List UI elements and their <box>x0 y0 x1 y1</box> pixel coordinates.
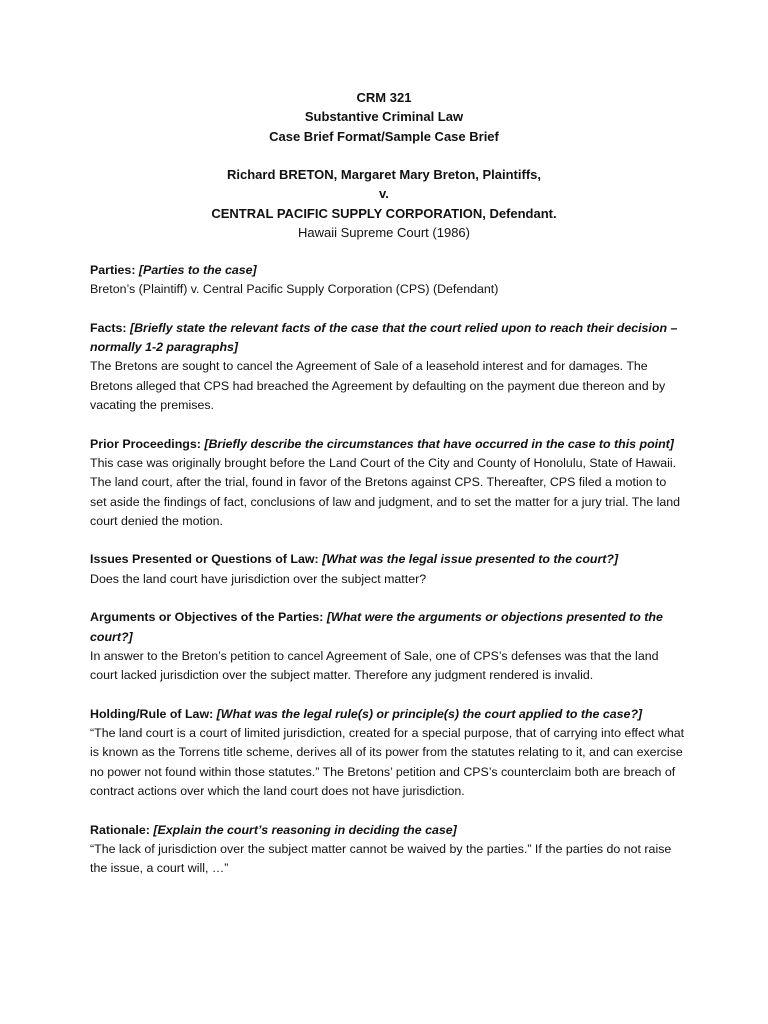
section-prompt: [Briefly state the relevant facts of the case that the court relied upon to reach their decision – normally 1-2 paragraphs] <box>90 320 678 355</box>
section-heading-line <box>90 705 686 724</box>
section-text: The Bretons are sought to cancel the Agreement of Sale of a leasehold interest and for damages. The Bretons alleged that CPS had breached the Agreement by defaulting on the payment due thereon and by vacating the premises. <box>90 359 666 413</box>
course-name: Substantive Criminal Law <box>304 109 464 125</box>
section-prompt: [Parties to the case] <box>138 263 257 277</box>
section-rationale <box>90 821 686 879</box>
section-prompt: [What was the legal rule(s) or principle(s) the court applied to the case?] <box>216 706 643 721</box>
section-heading: Arguments or Objectives of the Parties: <box>90 610 324 625</box>
section-prompt: [What were the arguments or objections presented to the court?] <box>90 610 663 644</box>
section-text: Does the land court have jurisdiction over the subject matter? <box>90 571 427 586</box>
section-prompt: [What was the legal issue presented to the court?] <box>322 552 619 567</box>
case-versus: v. <box>379 186 389 202</box>
section-facts <box>90 319 686 415</box>
section-heading: Facts: <box>90 320 127 335</box>
header-spacer <box>90 146 678 165</box>
section-text: In answer to the Breton’s petition to cancel Agreement of Sale, one of CPS’s defenses was that the land court lacked jurisdiction over the subject matter. Therefore any judgment rendered is invalid. <box>90 648 659 683</box>
case-defendant: CENTRAL PACIFIC SUPPLY CORPORATION, Defendant. <box>211 205 557 221</box>
section-heading: Holding/Rule of Law: <box>90 706 214 721</box>
section-prior-proceedings <box>90 435 686 531</box>
case-brief-body <box>90 261 686 898</box>
case-court: Hawaii Supreme Court (1986) <box>298 225 470 241</box>
section-text: “The lack of jurisdiction over the subject matter cannot be waived by the parties.” If the parties do not raise the issue, a court will, …” <box>90 841 672 876</box>
section-text: This case was originally brought before the Land Court of the City and County of Honolulu, State of Hawaii. The land court, after the trial, found in favor of the Bretons against CPS. Thereafter, CPS filed a motion to set aside the findings of fact, conclusions of law and judgment, and to set the matter for a jury trial. The land court denied the motion. <box>90 455 681 528</box>
section-heading: Issues Presented or Questions of Law: <box>90 552 319 567</box>
section-parties <box>90 261 686 300</box>
section-prompt: [Briefly describe the circumstances that have occurred in the case to this point] <box>204 436 674 451</box>
section-text: Breton’s (Plaintiff) v. Central Pacific Supply Corporation (CPS) (Defendant) <box>90 282 499 297</box>
section-heading-line <box>90 608 686 647</box>
section-arguments <box>90 608 686 685</box>
section-heading-line <box>90 435 686 454</box>
section-heading-line <box>90 550 686 569</box>
section-prompt: [Explain the court’s reasoning in deciding the case] <box>153 822 457 837</box>
section-text: “The land court is a court of limited jurisdiction, created for a special purpose, that of carrying into effect what is known as the Torrens title scheme, derives all of its power from the statutes relating to it, and can exercise no power not found within those statutes.” The Bretons’ petition and CPS’s counterclaim both are breach of contract actions over which the land court does not have jurisdiction. <box>90 726 685 799</box>
section-issues <box>90 550 686 589</box>
section-heading: Rationale: <box>90 822 150 837</box>
section-heading: Prior Proceedings: <box>90 436 201 451</box>
course-code: CRM 321 <box>356 90 412 105</box>
document-title: Case Brief Format/Sample Case Brief <box>269 128 499 144</box>
case-plaintiffs: Richard BRETON, Margaret Mary Breton, Plaintiffs, <box>227 167 541 183</box>
section-heading: Parties: <box>90 263 136 277</box>
section-heading-line <box>90 821 686 840</box>
section-holding <box>90 705 686 801</box>
section-heading-line <box>90 319 686 358</box>
section-heading-line <box>90 261 686 280</box>
document-header <box>90 88 678 242</box>
